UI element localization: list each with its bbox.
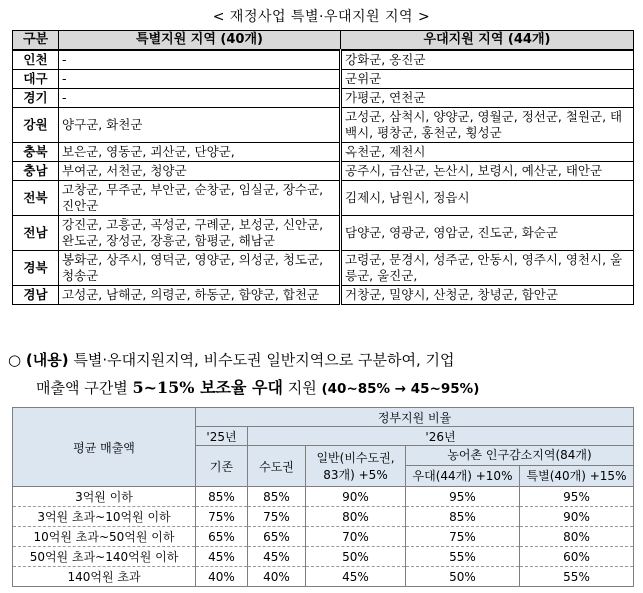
region-name: 충남 [13,162,59,181]
paragraph-highlight: 5~15% 보조율 우대 [132,378,283,397]
header-year-25: '25년 [196,427,248,446]
rate-preferred: 95% [406,487,520,507]
preferred-regions: 공주시, 금산군, 논산시, 보령시, 예산군, 태안군 [341,162,634,181]
special-regions: 강진군, 고흥군, 곡성군, 구례군, 보성군, 신안군, 완도군, 장성군, 장흥군, 함평군, 해남군 [59,216,341,251]
sales-range: 140억원 초과 [13,567,196,587]
rate-special: 80% [520,527,634,547]
special-regions: 양구군, 화천군 [59,108,341,143]
region-name: 경남 [13,286,59,305]
paragraph-line2-suffix: 지원 [287,379,317,397]
paragraph-line1: 특별·우대지원지역, 비수도권 일반지역으로 구분하여, 기업 [73,351,455,369]
rate-metro: 75% [248,507,306,527]
rate-general: 45% [306,567,406,587]
region-row [13,108,634,143]
rate-general: 50% [306,547,406,567]
paragraph-note: (40~85% → 45~95%) [321,381,480,397]
preferred-regions: 가평군, 연천군 [341,89,634,108]
special-regions: 보은군, 영동군, 괴산군, 단양군, [59,143,341,162]
region-row [13,286,634,305]
header-base: 기존 [196,446,248,487]
special-regions: 고창군, 무주군, 부안군, 순창군, 임실군, 장수군, 진안군 [59,181,341,216]
special-regions: 부여군, 서천군, 청양군 [59,162,341,181]
bullet: ○ [8,351,22,369]
header-special-rate: 특별(40개) +15% [526,469,627,483]
rate-special: 95% [520,487,634,507]
preferred-regions: 고성군, 삼척시, 양양군, 영월군, 정선군, 철원군, 태백시, 평창군, 홍천군, 횡성군 [341,108,634,143]
paragraph-tag: (내용) [25,351,69,369]
sales-range: 3억원 초과~10억원 이하 [13,507,196,527]
rate-preferred: 85% [406,507,520,527]
region-name: 경북 [13,251,59,286]
support-row [13,487,634,507]
special-regions: 고성군, 남해군, 의령군, 하동군, 함양군, 합천군 [59,286,341,305]
region-name: 경기 [13,89,59,108]
support-row [13,547,634,567]
region-name: 충북 [13,143,59,162]
paragraph-line2-prefix: 매출액 구간별 [36,379,128,397]
rate-general: 80% [306,507,406,527]
region-row [13,216,634,251]
rate-general: 90% [306,487,406,507]
rate-special: 55% [520,567,634,587]
rate-metro: 85% [248,487,306,507]
header-category: 구분 [13,31,59,51]
rate-metro: 65% [248,527,306,547]
region-name: 강원 [13,108,59,143]
preferred-regions: 옥천군, 제천시 [341,143,634,162]
region-name: 전남 [13,216,59,251]
header-special: 특별지원 지역 (40개) [59,31,341,51]
rate-base: 45% [196,547,248,567]
special-regions: - [59,50,341,70]
region-name: 대구 [13,70,59,89]
rate-special: 90% [520,507,634,527]
header-rural-group [406,446,634,487]
support-row [13,527,634,547]
region-table [12,30,634,305]
rate-metro: 45% [248,547,306,567]
header-preferred-rate: 우대(44개) +10% [406,466,520,486]
preferred-regions: 군위군 [341,70,634,89]
sales-range: 50억원 초과~140억원 이하 [13,547,196,567]
header-preferred: 우대지원 지역 (44개) [341,31,634,51]
sales-range: 10억원 초과~50억원 이하 [13,527,196,547]
support-row [13,567,634,587]
rate-preferred: 75% [406,527,520,547]
preferred-regions: 강화군, 옹진군 [341,50,634,70]
rate-preferred: 50% [406,567,520,587]
region-row [13,162,634,181]
header-year-26: '26년 [248,427,634,446]
rate-special: 60% [520,547,634,567]
region-row [13,89,634,108]
region-row [13,181,634,216]
header-avg-sales: 평균 매출액 [13,408,196,487]
sales-range: 3억원 이하 [13,487,196,507]
region-row [13,251,634,286]
header-metro: 수도권 [248,446,306,487]
region-table-header [13,31,634,51]
preferred-regions: 담양군, 영광군, 영암군, 진도군, 화순군 [341,216,634,251]
rate-general: 70% [306,527,406,547]
rate-base: 65% [196,527,248,547]
special-regions: - [59,89,341,108]
rate-base: 40% [196,567,248,587]
support-rate-table [12,407,634,587]
rate-metro: 40% [248,567,306,587]
header-rural: 농어촌 인구감소지역(84개) [406,446,633,466]
description-paragraph [8,347,638,403]
region-name: 전북 [13,181,59,216]
page-title: < 재정사업 특별·우대지원 지역 > [212,9,431,25]
rate-base: 75% [196,507,248,527]
preferred-regions: 고령군, 문경시, 성주군, 안동시, 영주시, 영천시, 울릉군, 울진군, [341,251,634,286]
region-row [13,70,634,89]
region-row [13,50,634,70]
region-row [13,143,634,162]
rate-base: 85% [196,487,248,507]
header-gov-support: 정부지원 비율 [196,408,634,427]
support-row [13,507,634,527]
header-general: 일반(비수도권, 83개) +5% [306,446,406,487]
preferred-regions: 거창군, 밀양시, 산청군, 창녕군, 함안군 [341,286,634,305]
special-regions: - [59,70,341,89]
region-name: 인천 [13,50,59,70]
rate-preferred: 55% [406,547,520,567]
special-regions: 봉화군, 상주시, 영덕군, 영양군, 의성군, 청도군, 청송군 [59,251,341,286]
preferred-regions: 김제시, 남원시, 정읍시 [341,181,634,216]
